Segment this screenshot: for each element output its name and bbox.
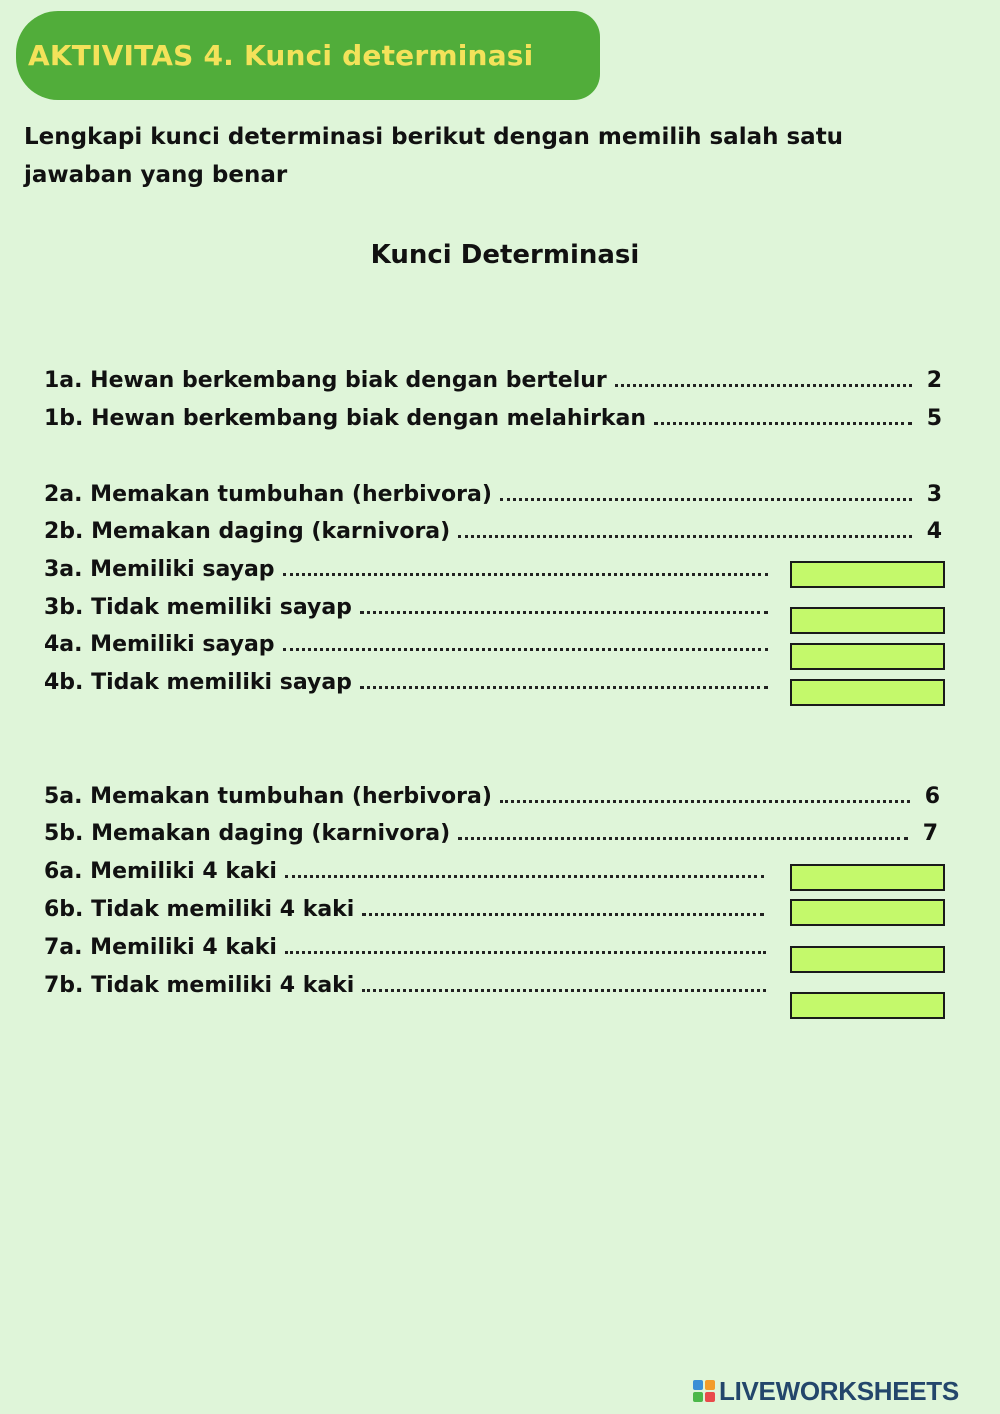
- key-item-4b: [44, 666, 776, 698]
- key-label: 2a. Memakan tumbuhan (herbivora): [44, 481, 492, 507]
- dotted-leader: [615, 384, 912, 387]
- key-label: 4b. Tidak memiliki sayap: [44, 669, 352, 695]
- key-item-1a: [44, 364, 942, 396]
- key-item-7b: [44, 969, 774, 1001]
- answer-input-6a[interactable]: [790, 864, 945, 891]
- key-label: 3b. Tidak memiliki sayap: [44, 594, 352, 620]
- key-answer: 5: [926, 405, 942, 431]
- key-item-4a: [44, 628, 776, 660]
- answer-input-3b[interactable]: [790, 607, 945, 634]
- liveworksheets-logo: [693, 1377, 959, 1405]
- key-label: 1a. Hewan berkembang biak dengan bertelur: [44, 367, 607, 393]
- dotted-leader: [500, 498, 912, 501]
- activity-banner: [16, 11, 600, 100]
- key-item-6b: [44, 893, 772, 925]
- answer-input-3a[interactable]: [790, 561, 945, 588]
- section-title: Kunci Determinasi: [370, 240, 640, 270]
- answer-input-7b[interactable]: [790, 992, 945, 1019]
- answer-input-4b[interactable]: [790, 679, 945, 706]
- key-item-5a: [44, 780, 940, 812]
- dotted-leader: [283, 573, 768, 576]
- dotted-leader: [285, 951, 766, 954]
- dotted-leader: [458, 837, 908, 840]
- answer-input-7a[interactable]: [790, 946, 945, 973]
- key-label: 7b. Tidak memiliki 4 kaki: [44, 972, 355, 998]
- key-item-5b: [44, 817, 938, 849]
- dotted-leader: [362, 989, 766, 992]
- activity-title: AKTIVITAS 4. Kunci determinasi: [28, 39, 534, 72]
- instructions-line-1: Lengkapi kunci determinasi berikut dengan memilih salah satu: [24, 124, 844, 150]
- key-label: 6b. Tidak memiliki 4 kaki: [44, 896, 355, 922]
- key-item-3b: [44, 591, 776, 623]
- liveworksheets-logo-icon: [693, 1380, 715, 1402]
- key-label: 2b. Memakan daging (karnivora): [44, 518, 451, 544]
- key-item-7a: [44, 931, 774, 963]
- dotted-leader: [654, 422, 912, 425]
- dotted-leader: [283, 648, 768, 651]
- answer-input-6b[interactable]: [790, 899, 945, 926]
- key-label: 7a. Memiliki 4 kaki: [44, 934, 277, 960]
- dotted-leader: [285, 875, 764, 878]
- instructions: [24, 118, 924, 194]
- key-answer: 6: [924, 783, 940, 809]
- key-answer: 3: [926, 481, 942, 507]
- key-label: 5a. Memakan tumbuhan (herbivora): [44, 783, 492, 809]
- dotted-leader: [500, 800, 910, 803]
- logo-text: LIVEWORKSHEETS: [719, 1375, 959, 1406]
- key-item-3a: [44, 553, 776, 585]
- key-item-2b: [44, 515, 942, 547]
- key-label: 1b. Hewan berkembang biak dengan melahirkan: [44, 405, 647, 431]
- dotted-leader: [360, 611, 768, 614]
- dotted-leader: [362, 913, 764, 916]
- instructions-line-2: jawaban yang benar: [24, 162, 288, 188]
- key-item-6a: [44, 855, 772, 887]
- key-label: 3a. Memiliki sayap: [44, 556, 275, 582]
- key-label: 4a. Memiliki sayap: [44, 631, 275, 657]
- dotted-leader: [458, 535, 912, 538]
- answer-input-4a[interactable]: [790, 643, 945, 670]
- dotted-leader: [360, 686, 768, 689]
- key-item-2a: [44, 478, 942, 510]
- key-answer: 2: [926, 367, 942, 393]
- key-answer: 4: [926, 518, 942, 544]
- key-label: 6a. Memiliki 4 kaki: [44, 858, 277, 884]
- key-label: 5b. Memakan daging (karnivora): [44, 820, 451, 846]
- key-item-1b: [44, 402, 942, 434]
- key-answer: 7: [922, 820, 938, 846]
